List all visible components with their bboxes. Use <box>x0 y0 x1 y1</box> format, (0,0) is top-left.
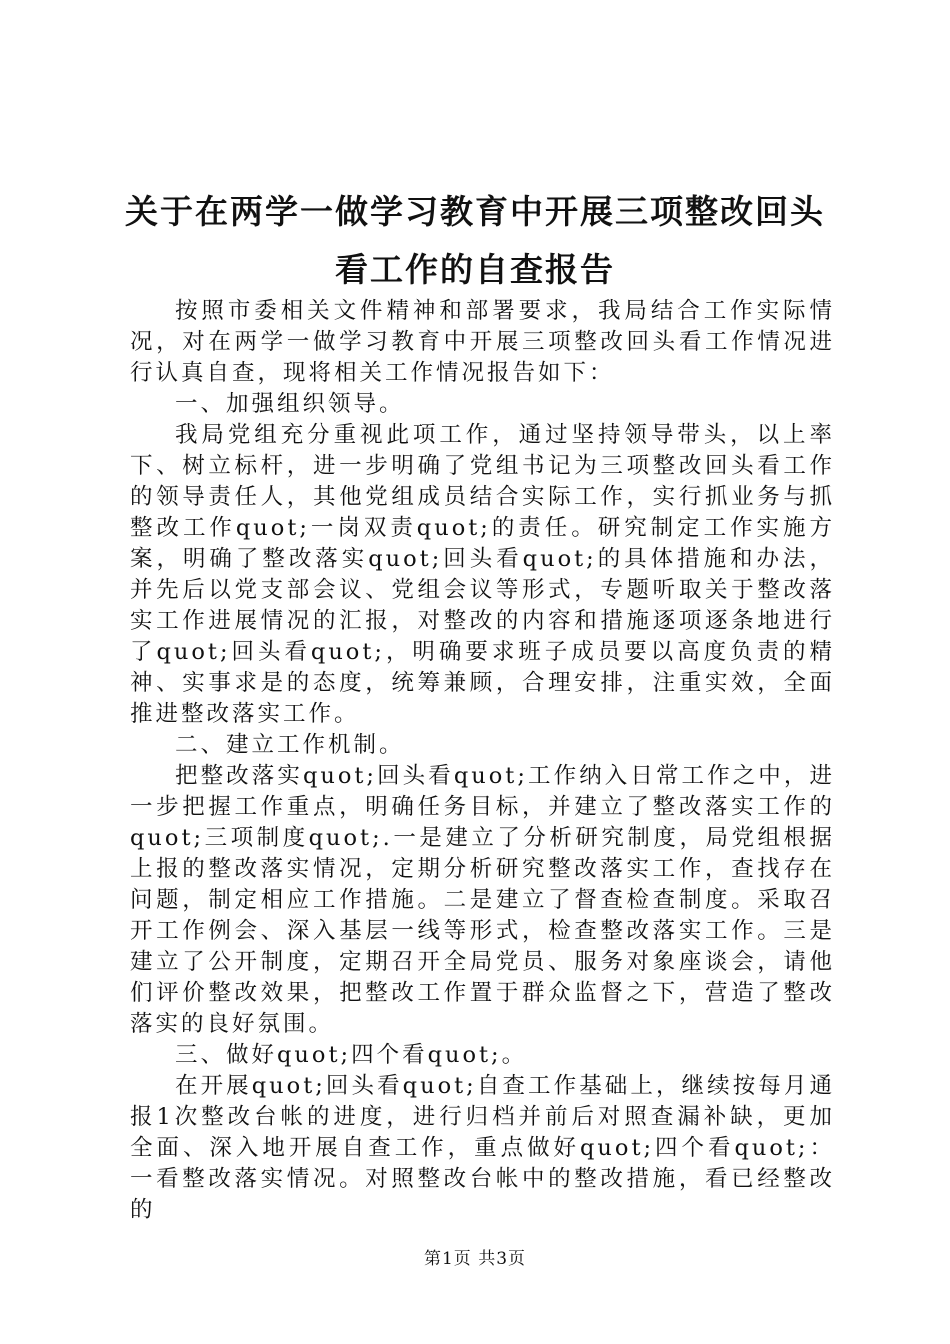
paragraph-section-2: 把整改落实quot;回头看quot;工作纳入日常工作之中，进一步把握工作重点，明确任务目标，并建立了整改落实工作的quot;三项制度quot;.一是建立了分析研究制度，局党组根据上报的整改落实情况，定期分析研究整改落实工作，查找存在问题，制定相应工作措施。二是建立了督查检查制度。采取召开工作例会、深入基层一线等形式，检查整改落实工作。三是建立了公开制度，定期召开全局党员、服务对象座谈会，请他们评价整改效果，把整改工作置于群众监督之下，营造了整改落实的良好氛围。 <box>130 763 835 1037</box>
section-heading-2: 二、建立工作机制。 <box>175 732 405 758</box>
page-number-footer: 第1页 共3页 <box>423 1249 527 1269</box>
paragraph-intro: 按照市委相关文件精神和部署要求，我局结合工作实际情况，对在两学一做学习教育中开展三项整改回头看工作情况进行认真自查，现将相关工作情况报告如下： <box>130 298 835 386</box>
paragraph-section-1: 我局党组充分重视此项工作，通过坚持领导带头，以上率下、树立标杆，进一步明确了党组书记为三项整改回头看工作的领导责任人，其他党组成员结合实际工作，实行抓业务与抓整改工作quot;一岗双责quot;的责任。研究制定工作实施方案，明确了整改落实quot;回头看quot;的具体措施和办法，并先后以党支部会议、党组会议等形式，专题听取关于整改落实工作进展情况的汇报，对整改的内容和措施逐项逐条地进行了quot;回头看quot;，明确要求班子成员要以高度负责的精神、实事求是的态度，统筹兼顾，合理安排，注重实效，全面推进整改落实工作。 <box>130 422 835 727</box>
document-body <box>130 296 835 1226</box>
section-heading-3: 三、做好quot;四个看quot;。 <box>175 1042 528 1068</box>
paragraph-section-3: 在开展quot;回头看quot;自查工作基础上，继续按每月通报1次整改台帐的进度，进行归档并前后对照查漏补缺，更加全面、深入地开展自查工作，重点做好quot;四个看quot;：一看整改落实情况。对照整改台帐中的整改措施，看已经整改的 <box>130 1073 835 1223</box>
section-heading-1: 一、加强组织领导。 <box>175 391 405 417</box>
document-title: 关于在两学一做学习教育中开展三项整改回头看工作的自查报告 <box>125 192 825 289</box>
